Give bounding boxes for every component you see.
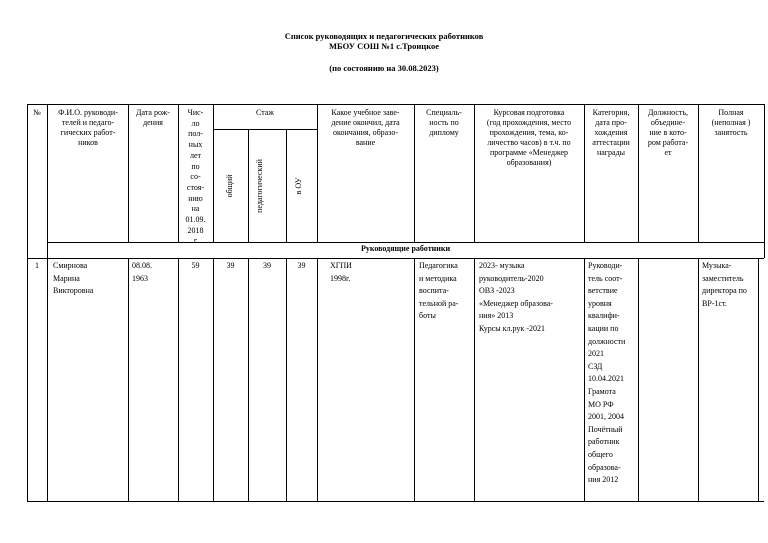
header-full-years: Чис- ло пол- ных лет по со- стоя- нию на 01.09. 2018 г [185, 108, 206, 246]
cell-category: Руководи- тель соот- ветствие уровня квалифи- кации по должности 2021 СЗД 10.04.2021 Грамота МО РФ 2001, 2004 Почётный работник общего образова- ния 2012 [588, 261, 626, 485]
cell-fio: Смирнова Марина Викторовна [53, 261, 94, 296]
col-border [128, 258, 129, 501]
header-load: Полная (неполная ) занятость [711, 108, 751, 137]
header-position: Должность, объедине- ние в кото- ром работа- ет [647, 108, 689, 157]
header-courses: Курсовая подготовка (год прохождения, место прохождения, тема, ко- личество часов) в т.ч. по программе «Менеджер образования) [486, 108, 572, 167]
cell-education: ХГПИ 1998г. [330, 261, 352, 283]
header-stazh-ou: в ОУ [294, 177, 303, 195]
header-fio: Ф.И.О. руководи- телей и педаго- гических работ- ников [58, 108, 118, 147]
col-border [758, 258, 759, 501]
cell-stazh-ou: 39 [297, 261, 306, 270]
col-border [286, 258, 287, 501]
cell-stazh-ped: 39 [263, 261, 271, 270]
header-category: Категория, дата про- хождения аттестации награды [592, 108, 630, 157]
cell-load: Музыка- заместитель директора по ВР-1ст. [702, 261, 747, 308]
section-title: Руководящие работники [360, 244, 451, 253]
col-border [178, 258, 179, 501]
col-border [317, 258, 318, 501]
header-stazh: Стаж [256, 108, 274, 117]
col-border [248, 258, 249, 501]
col-border [286, 129, 287, 242]
col-border [213, 104, 214, 242]
table-bottom-border [27, 501, 764, 502]
header-dob: Дата рож- дения [136, 108, 170, 127]
col-border [764, 104, 765, 258]
header-num: № [33, 108, 41, 117]
table-top-border [27, 104, 764, 105]
cell-stazh-total: 39 [226, 261, 235, 270]
col-border [414, 258, 415, 501]
cell-specialty: Педагогика и методика воспита- тельной ра- боты [419, 261, 459, 321]
header-bottom-border [47, 242, 764, 243]
cell-years: 59 [191, 261, 200, 270]
col-border [584, 258, 585, 501]
col-border [213, 258, 214, 501]
col-border [248, 129, 249, 242]
cell-courses: 2023- музыка руководитель-2020 ОВЗ -2023 «Менеджер образова- ния» 2013 Курсы кл.рук -2021 [479, 261, 553, 333]
section-bottom-border [27, 258, 764, 259]
doc-title-date: (по состоянию на 30.08.2023) [329, 63, 439, 73]
cell-num: 1 [35, 261, 39, 270]
stazh-subheader-border [213, 129, 317, 130]
doc-title-line1: Список руководящих и педагогических работников [284, 31, 484, 41]
col-border [474, 258, 475, 501]
col-border [698, 258, 699, 501]
col-border [27, 104, 28, 502]
header-stazh-total: общий [225, 174, 234, 198]
header-stazh-ped: педагогический [255, 159, 264, 213]
col-border [47, 104, 48, 502]
cell-dob: 08.08. 1963 [132, 261, 152, 283]
doc-title-line2: МБОУ СОШ №1 с.Троицкое [328, 41, 440, 51]
header-education: Какое учебное заве- дение окончил, дата окончания, образо- вание [331, 108, 400, 147]
header-specialty: Специаль- ность по диплому [426, 108, 462, 137]
col-border [638, 258, 639, 501]
